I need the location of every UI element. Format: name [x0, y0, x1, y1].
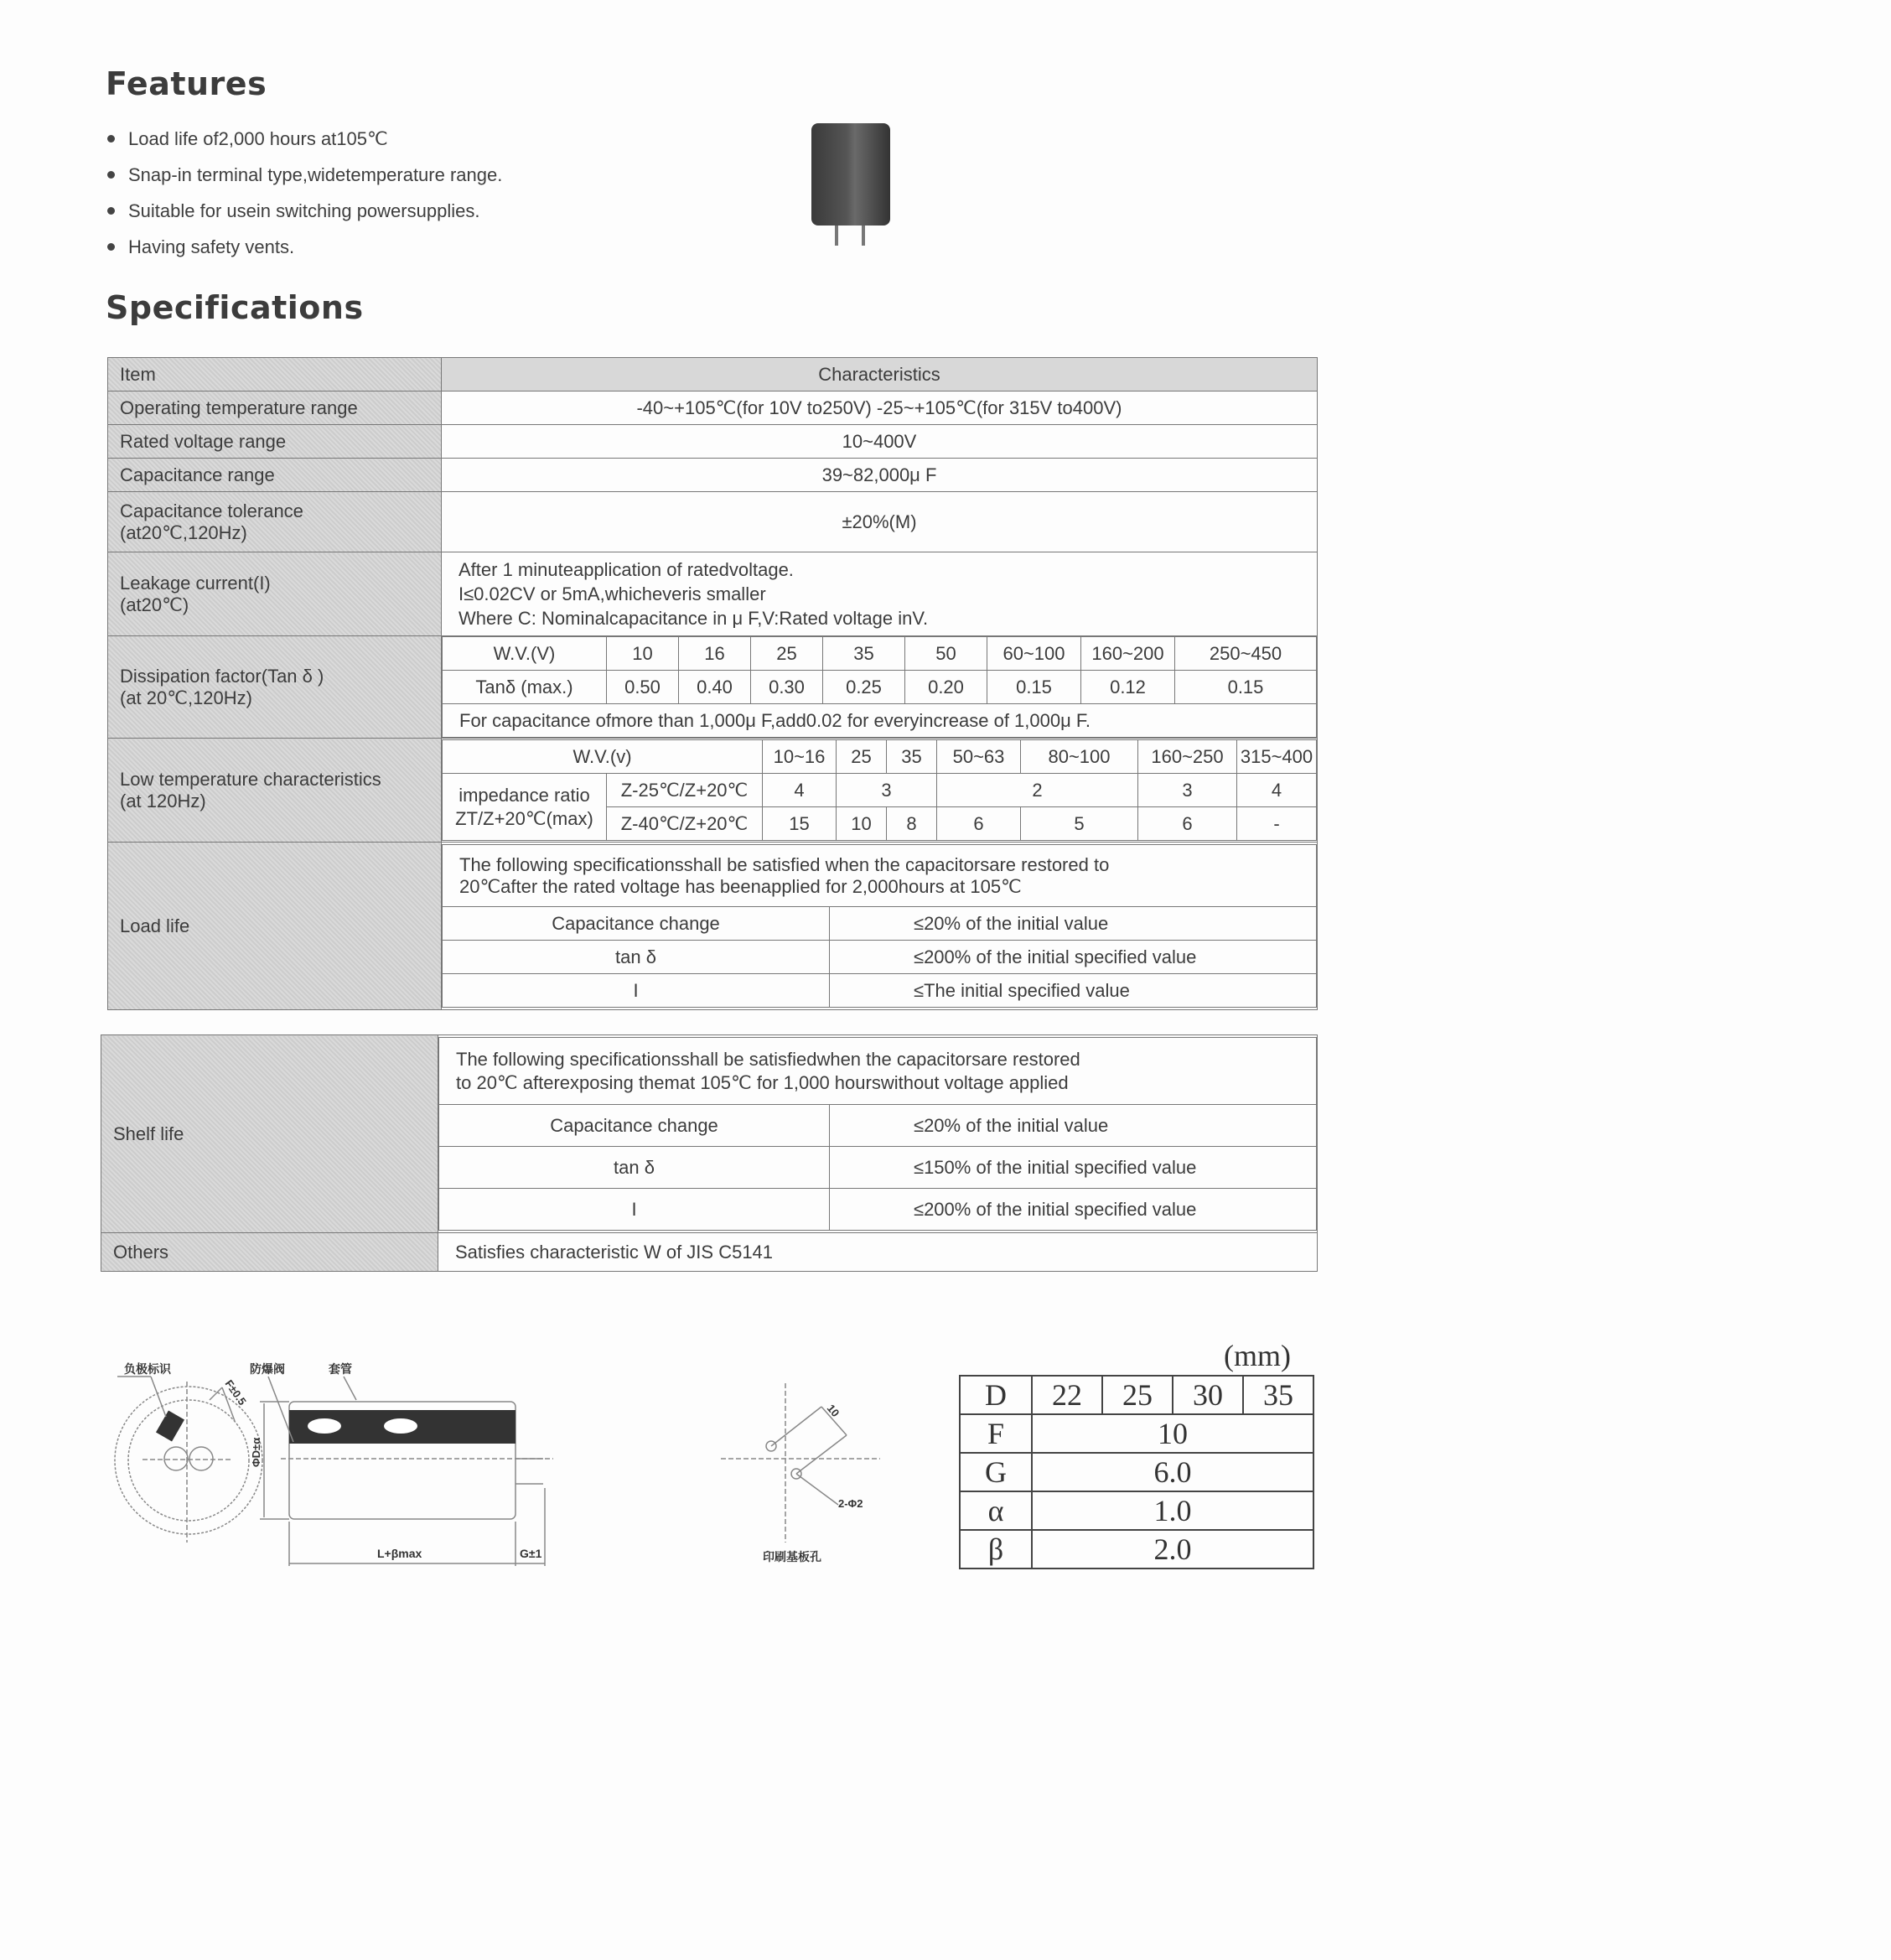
table-row: G 6.0: [960, 1453, 1313, 1491]
specifications-table: [107, 357, 1318, 1010]
bullet-icon: [107, 207, 115, 215]
pitch-label: 10: [824, 1402, 842, 1420]
table-row: D 22 25 30 35: [960, 1376, 1313, 1414]
low-temperature-table: W.V.(v) 10~16 25 35 50~63 80~100 160~250 315~400 impedance ratio ZT/Z+20℃(max) Z-25℃/Z+20℃ 4 3 2 3 4 Z-40℃/Z+20℃ 15 10 8 6 5 6 -: [442, 739, 1317, 841]
shelf-life-table: [101, 1034, 1318, 1272]
dissipation-table: W.V.(V) 10 16 25 35 50 60~100 160~200 250~450 Tanδ (max.) 0.50 0.40 0.30 0.25 0.20 0.15 0.12 0.15 For capacitance ofmore than 1,000μ F,add0.02 for everyincrease of 1,000μ F.: [442, 636, 1317, 738]
features-heading: Features: [106, 65, 267, 102]
diameter-label: ΦD±α: [250, 1437, 262, 1467]
pcb-hole-view: [721, 1383, 880, 1543]
header-item: Item: [108, 358, 442, 391]
bullet-icon: [107, 243, 115, 251]
pcb-label: 印刷基板孔: [763, 1550, 821, 1563]
negative-mark-label: 负极标识: [124, 1362, 171, 1376]
side-view: [260, 1377, 553, 1566]
feature-item: Having safety vents.: [107, 229, 502, 265]
table-row: Shelf life The following specificationsshall be satisfiedwhen the capacitorsare restored to 20℃ afterexposing themat 105℃ for 1,000 hourswithout voltage applied Capacitance change ≤20% of the initial value tan δ ≤150% of the initial specified value I ≤200% of the initial specified value: [101, 1035, 1318, 1233]
specifications-heading: Specifications: [106, 289, 364, 326]
table-row: Operating temperature range -40~+105℃(for 10V to250V) -25~+105℃(for 315V to400V): [108, 391, 1318, 425]
bullet-icon: [107, 171, 115, 179]
length-label: L+βmax: [377, 1547, 422, 1560]
table-row: Low temperature characteristics (at 120Hz) W.V.(v) 10~16 25 35 50~63 80~100 160~250 315~400 impedance ratio ZT/Z+20℃(max) Z-25℃/Z+20℃ 4 3 2 3 4 Z-40℃/Z+20℃ 15 10 8 6 5 6 -: [108, 739, 1318, 843]
bullet-icon: [107, 135, 115, 143]
table-row: F 10: [960, 1414, 1313, 1453]
dimension-drawing: [101, 1341, 897, 1576]
feature-item: Snap-in terminal type,widetemperature range.: [107, 157, 502, 193]
table-row: Dissipation factor(Tan δ ) (at 20℃,120Hz) W.V.(V) 10 16 25 35 50 60~100 160~200 250~450 Tanδ (max.) 0.50 0.40 0.30 0.25 0.20 0.15 0.12 0.15 For capacitance ofmore than 1,000μ F,add0.02 for everyincrease of 1,000μ F.: [108, 636, 1318, 739]
table-row: Others Satisfies characteristic W of JIS C5141: [101, 1233, 1318, 1272]
dimensions-table: [959, 1375, 1314, 1569]
vent-label: 防爆阀: [250, 1362, 285, 1376]
capacitor-photo: [810, 122, 892, 247]
load-life-table: The following specificationsshall be satisfied when the capacitorsare restored to 20℃after the rated voltage has beenapplied for 2,000hours at 105℃ Capacitance change ≤20% of the initial value tan δ ≤200% of the initial specified value I ≤The initial specified value: [442, 844, 1317, 1008]
negative-mark-icon: [156, 1411, 184, 1442]
table-row: Leakage current(I) (at20℃) After 1 minuteapplication of ratedvoltage. I≤0.02CV or 5mA,whicheveris smaller Where C: Nominalcapacitance in μ F,V:Rated voltage inV.: [108, 552, 1318, 636]
table-header-row: [108, 358, 1318, 391]
holes-label: 2-Φ2: [838, 1497, 863, 1510]
table-row: α 1.0: [960, 1491, 1313, 1530]
feature-item: Load life of2,000 hours at105℃: [107, 121, 502, 157]
header-characteristics: Characteristics: [442, 358, 1318, 391]
table-row: Load life The following specificationsshall be satisfied when the capacitorsare restored to 20℃after the rated voltage has beenapplied for 2,000hours at 105℃ Capacitance change ≤20% of the initial value tan δ ≤200% of the initial specified value I ≤The initial specified value: [108, 843, 1318, 1010]
table-row: β 2.0: [960, 1530, 1313, 1569]
unit-label: (mm): [1224, 1339, 1291, 1372]
feature-item: Suitable for usein switching powersupplies.: [107, 193, 502, 229]
f-tolerance-label: F±0.5: [222, 1377, 249, 1408]
table-row: Capacitance tolerance (at20℃,120Hz) ±20%(M): [108, 492, 1318, 552]
g-tolerance-label: G±1: [520, 1547, 542, 1560]
table-row: Capacitance range 39~82,000μ F: [108, 459, 1318, 492]
features-list: [107, 121, 502, 265]
table-row: Rated voltage range 10~400V: [108, 425, 1318, 459]
sleeve-label: 套管: [329, 1362, 352, 1376]
